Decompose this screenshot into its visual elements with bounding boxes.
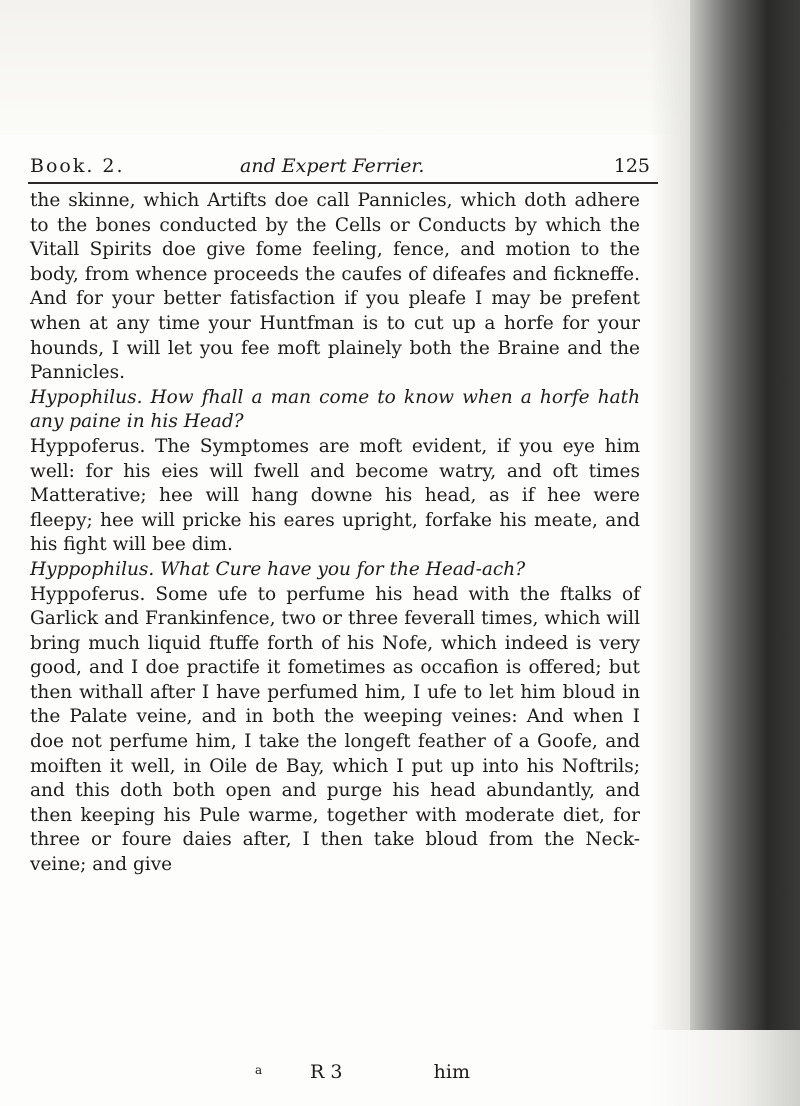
- gutter-fade: [650, 0, 690, 1106]
- signature-mark: R 3: [310, 1061, 343, 1083]
- signature-letter: a: [255, 1063, 263, 1077]
- running-header: [30, 155, 650, 183]
- page-number: 125: [613, 155, 650, 177]
- running-title: and Expert Ferrier.: [240, 155, 425, 177]
- paragraph-continuation: the skinne, which Artifts doe call Pannicles, which doth adhere to the bones conducted by the Cells or Conducts by which the Vitall Spirits doe give fome feeling, fence, and motion to the body, from whence proceeds the caufes of difeafes and fickneffe. And for your better fatisfaction if you pleafe I may be prefent when at any time your Huntfman is to cut up a horfe for your hounds, I will let you fee moft plainely both the Braine and the Pannicles.: [30, 190, 640, 384]
- paragraph-cure: Hyppoferus. Some ufe to perfume his head with the ftalks of Garlick and Frankinfence, two or three feverall times, which will bring much liquid ftuffe forth of his Nofe, which indeed is very good, and I doe practife it fometimes as occafion is offered; but then withall after I have perfumed him, I ufe to let him bloud in the Palate veine, and in both the weeping veines: And when I doe not perfume him, I take the longeft feather of a Goofe, and moiften it well, in Oile de Bay, which I put up into his Noftrils; and this doth both open and purge his head abundantly, and then keeping his Pule warme, together with moderate diet, for three or foure daies after, I then take bloud from the Neck-veine; and give: [30, 583, 640, 876]
- gutter-lower-page: [650, 1030, 800, 1106]
- body-text: [30, 189, 640, 878]
- paragraph-question-cure: Hyppophilus. What Cure have you for the Head-ach?: [30, 558, 526, 580]
- header-rule: [28, 182, 658, 184]
- paragraph-symptoms: Hyppoferus. The Symptomes are moft evident, if you eye him well: for his eies will fwell and become watry, and oft times Matterative; hee will hang downe his head, as if hee were fleepy; hee will pricke his eares upright, forfake his meate, and his fight will bee dim.: [30, 435, 640, 556]
- signature-line: [250, 1061, 470, 1087]
- paragraph-question-head: Hypophilus. How fhall a man come to know when a horfe hath any paine in his Head?: [30, 386, 640, 433]
- gutter-shadow: [690, 0, 800, 1106]
- catchword: him: [433, 1061, 470, 1083]
- book-number: Book. 2.: [30, 155, 125, 177]
- book-spine-gutter: [650, 0, 800, 1106]
